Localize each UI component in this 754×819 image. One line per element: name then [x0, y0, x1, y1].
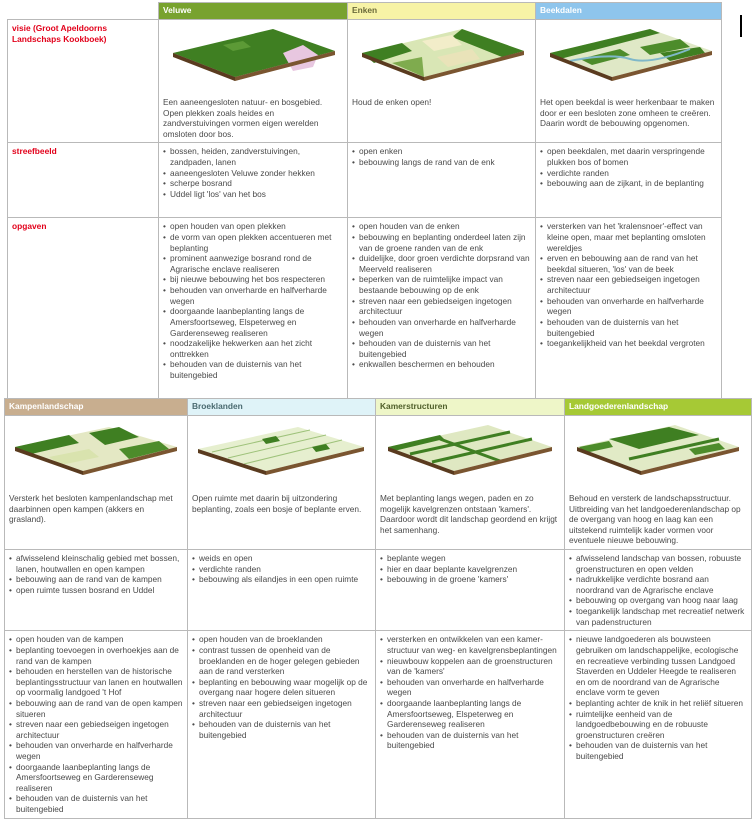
- kamerstructuren-opgaven-list: [380, 634, 560, 751]
- list-item: • open houden van de enken: [352, 221, 531, 232]
- broeklanden-opgaven-list: [192, 634, 371, 740]
- opgaven-label-cell: [8, 218, 159, 400]
- enken-visie-text: Houd de enken open!: [352, 97, 432, 107]
- streefbeeld-label-cell: [8, 143, 159, 218]
- landgoederen-streefbeeld-list: [569, 553, 747, 627]
- list-item: • afwisselend kleinschalig gebied met bossen, lanen, houtwallen en open kampen: [9, 553, 183, 574]
- landscape-beekdalen-illustration: [540, 23, 717, 93]
- header-kamerstructuren-label: Kamerstructuren: [380, 401, 448, 411]
- header-kampenlandschap: [5, 399, 188, 416]
- list-item: • bij nieuwe bebouwing het bos respecteren: [163, 274, 343, 285]
- list-item: • bebouwing aan de rand van de open kampen situeren: [9, 698, 183, 719]
- header-enken-label: Enken: [352, 5, 378, 15]
- visie-label-cell: [8, 20, 159, 143]
- list-item: • behouden van de duisternis van het buitengebied: [540, 317, 717, 338]
- list-item: • open houden van de kampen: [9, 634, 183, 645]
- kampen-opgaven-list: [9, 634, 183, 814]
- list-item: • doorgaande laanbeplanting langs de Amersfoortseweg en Garderenseweg realiseren: [9, 762, 183, 794]
- list-item: • open beekdalen, met daarin verspringende plukken bos of bomen: [540, 146, 717, 167]
- kampen-visie-text: Versterk het besloten kampenlandschap met daarbinnen open kampen (akkers en grasland).: [9, 493, 173, 525]
- list-item: • bebouwing aan de zijkant, in de beplanting: [540, 178, 717, 189]
- list-item: • streven naar een gebiedseigen ingetogen architectuur: [540, 274, 717, 295]
- enken-opgaven-list: [352, 221, 531, 370]
- list-item: • behouden en herstellen van de historische beplantingsstructuur van lanen en houtwallen op voormalig landgoed 't Hof: [9, 666, 183, 698]
- corner-cell: [8, 3, 159, 20]
- header-landgoederenlandschap-label: Landgoederenlandschap: [569, 401, 669, 411]
- list-item: • nieuwe landgoederen als bouwsteen gebruiken om landschappelijke, ecologische en recreatieve verbinding tussen Landgoed Staverden en Uddeler Heegde te realiseren en om de noordrand van de Agrarische enclave vorm te geven: [569, 634, 747, 698]
- enken-opgaven-cell: [348, 218, 536, 400]
- kamerstructuren-opgaven-cell: [376, 631, 565, 818]
- list-item: • beplanting toevoegen in overhoekjes aan de rand van de kampen: [9, 645, 183, 666]
- bottom-landscape-table: [4, 398, 752, 819]
- top-landscape-table: [7, 2, 722, 400]
- list-item: • bebouwing en beplanting onderdeel laten zijn van de groene randen van de enk: [352, 232, 531, 253]
- beekdalen-streefbeeld-list: [540, 146, 717, 188]
- kampen-streefbeeld-list: [9, 553, 183, 595]
- landgoederen-opgaven-cell: [565, 631, 752, 818]
- list-item: • verdichte randen: [192, 564, 371, 575]
- veluwe-streefbeeld-list: [163, 146, 343, 199]
- landscape-veluwe-illustration: [163, 23, 343, 93]
- kamerstructuren-streefbeeld-cell: [376, 550, 565, 631]
- list-item: • nadrukkelijke verdichte bosrand aan noordrand van de Agrarische enclave: [569, 574, 747, 595]
- list-item: • enkwallen beschermen en behouden: [352, 359, 531, 370]
- list-item: • beplanting achter de knik in het reliëf situeren: [569, 698, 747, 709]
- veluwe-opgaven-cell: [159, 218, 348, 400]
- kampen-visie-cell: [5, 416, 188, 550]
- list-item: • aaneengesloten Veluwe zonder hekken: [163, 168, 343, 179]
- list-item: • toegankelijkheid van het beekdal vergroten: [540, 338, 717, 349]
- landscape-kamerstructuren-illustration: [380, 419, 560, 489]
- header-beekdalen-label: Beekdalen: [540, 5, 582, 15]
- list-item: • nieuwbouw koppelen aan de groenstructuren van de 'kamers': [380, 656, 560, 677]
- list-item: • de vorm van open plekken accentueren met beplanting: [163, 232, 343, 253]
- landgoederen-streefbeeld-cell: [565, 550, 752, 631]
- list-item: • ruimtelijke eenheid van de landgoedbebouwing en de robuuste groenstructuren creëren: [569, 709, 747, 741]
- list-item: • streven naar een gebiedseigen ingetogen architectuur: [192, 698, 371, 719]
- list-item: • open houden van de broeklanden: [192, 634, 371, 645]
- header-broeklanden: [188, 399, 376, 416]
- list-item: • open ruimte tussen bosrand en Uddel: [9, 585, 183, 596]
- kamerstructuren-visie-cell: [376, 416, 565, 550]
- beekdalen-opgaven-cell: [536, 218, 722, 400]
- header-kampenlandschap-label: Kampenlandschap: [9, 401, 84, 411]
- list-item: • noodzakelijke hekwerken aan het zicht onttrekken: [163, 338, 343, 359]
- list-item: • hier en daar beplante kavelgrenzen: [380, 564, 560, 575]
- visie-label: visie (Groot Apeldoorns Landschaps Kookboek): [12, 23, 108, 44]
- list-item: • behouden van de duisternis van het buitengebied: [9, 793, 183, 814]
- list-item: • weids en open: [192, 553, 371, 564]
- list-item: • bebouwing als eilandjes in een open ruimte: [192, 574, 371, 585]
- list-item: • doorgaande laanbeplanting langs de Amersfoortseweg, Elspeterweg en Garderenseweg realiseren: [380, 698, 560, 730]
- header-landgoederenlandschap: [565, 399, 752, 416]
- header-broeklanden-label: Broeklanden: [192, 401, 243, 411]
- veluwe-opgaven-list: [163, 221, 343, 380]
- list-item: • bebouwing aan de rand van de kampen: [9, 574, 183, 585]
- list-item: • bossen, heiden, zandverstuivingen, zandpaden, lanen: [163, 146, 343, 167]
- landgoederen-visie-cell: [565, 416, 752, 550]
- list-item: • open houden van open plekken: [163, 221, 343, 232]
- list-item: • behouden van de duisternis van het buitengebied: [163, 359, 343, 380]
- text-cursor-icon: [740, 15, 742, 37]
- list-item: • behouden van de duisternis van het buitengebied: [192, 719, 371, 740]
- list-item: • versterken van het 'kralensnoer'-effect van kleine open, maar met beplanting omsloten wereldjes: [540, 221, 717, 253]
- landgoederen-opgaven-list: [569, 634, 747, 761]
- header-veluwe-label: Veluwe: [163, 5, 192, 15]
- list-item: • behouden van onverharde en halfverharde wegen: [163, 285, 343, 306]
- list-item: • behouden van onverharde en halfverharde wegen: [540, 296, 717, 317]
- list-item: • beperken van de ruimtelijke impact van bestaande bebouwing op de enk: [352, 274, 531, 295]
- streefbeeld-label: streefbeeld: [12, 146, 57, 157]
- header-kamerstructuren: [376, 399, 565, 416]
- list-item: • beplanting en bebouwing waar mogelijk op de overgang naar hogere delen situeren: [192, 677, 371, 698]
- broeklanden-streefbeeld-cell: [188, 550, 376, 631]
- beekdalen-visie-text: Het open beekdal is weer herkenbaar te maken door er een besloten zone omheen te creëren. Daarin wordt de bebouwing opgenomen.: [540, 97, 715, 129]
- list-item: • duidelijke, door groen verdichte dorpsrand van Meerveld realiseren: [352, 253, 531, 274]
- header-beekdalen: [536, 3, 722, 20]
- broeklanden-opgaven-cell: [188, 631, 376, 818]
- kampen-streefbeeld-cell: [5, 550, 188, 631]
- list-item: • behouden van de duisternis van het buitengebied: [569, 740, 747, 761]
- list-item: • behouden van onverharde en halfverharde wegen: [380, 677, 560, 698]
- list-item: • behouden van onverharde en halfverharde wegen: [9, 740, 183, 761]
- beekdalen-opgaven-list: [540, 221, 717, 348]
- landgoederen-visie-text: Behoud en versterk de landschapsstructuur. Uitbreiding van het landgoederenlandschap op de overgang van hoog en laag kan een uitstekend ruimtelijk kader vormen voor eventuele nieuwe bebouwing.: [569, 493, 741, 546]
- landscape-enken-illustration: [352, 23, 531, 93]
- list-item: • streven naar een gebiedseigen ingetogen architectuur: [352, 296, 531, 317]
- list-item: • bebouwing in de groene 'kamers': [380, 574, 560, 585]
- veluwe-visie-text: Een aaneengesloten natuur- en bosgebied. Open plekken zoals heides en zandverstuivingen vormen eigen werelden omsloten door bos.: [163, 97, 323, 139]
- broeklanden-visie-cell: [188, 416, 376, 550]
- landscape-kampen-illustration: [9, 419, 183, 489]
- list-item: • streven naar een gebiedseigen ingetogen architectuur: [9, 719, 183, 740]
- list-item: • behouden van onverharde en halfverharde wegen: [352, 317, 531, 338]
- kampen-opgaven-cell: [5, 631, 188, 818]
- enken-streefbeeld-list: [352, 146, 531, 167]
- veluwe-streefbeeld-cell: [159, 143, 348, 218]
- list-item: • prominent aanwezige bosrand rond de Agrarische enclave realiseren: [163, 253, 343, 274]
- list-item: • scherpe bosrand: [163, 178, 343, 189]
- enken-streefbeeld-cell: [348, 143, 536, 218]
- list-item: • afwisselend landschap van bossen, robuuste groenstructuren en open velden: [569, 553, 747, 574]
- header-veluwe: [159, 3, 348, 20]
- list-item: • contrast tussen de openheid van de broeklanden en de hoger gelegen gebieden aan de rand versterken: [192, 645, 371, 677]
- veluwe-visie-cell: [159, 20, 348, 143]
- header-enken: [348, 3, 536, 20]
- list-item: • beplante wegen: [380, 553, 560, 564]
- list-item: • open enken: [352, 146, 531, 157]
- list-item: • behouden van de duisternis van het buitengebied: [352, 338, 531, 359]
- enken-visie-cell: [348, 20, 536, 143]
- beekdalen-streefbeeld-cell: [536, 143, 722, 218]
- list-item: • erven en bebouwing aan de rand van het beekdal situeren, 'los' van de beek: [540, 253, 717, 274]
- beekdalen-visie-cell: [536, 20, 722, 143]
- list-item: • behouden van de duisternis van het buitengebied: [380, 730, 560, 751]
- list-item: • toegankelijk landschap met recreatief netwerk van padenstructuren: [569, 606, 747, 627]
- list-item: • Uddel ligt 'los' van het bos: [163, 189, 343, 200]
- list-item: • doorgaande laanbeplanting langs de Amersfoortseweg, Elspeterweg en Garderenseweg realiseren: [163, 306, 343, 338]
- list-item: • bebouwing langs de rand van de enk: [352, 157, 531, 168]
- list-item: • versterken en ontwikkelen van een kamer-structuur van weg- en kavelgrensbeplantingen: [380, 634, 560, 655]
- opgaven-label: opgaven: [12, 221, 47, 232]
- kamerstructuren-streefbeeld-list: [380, 553, 560, 585]
- kamerstructuren-visie-text: Met beplanting langs wegen, paden en zo mogelijk kavelgrenzen ontstaan 'kamers'. Daardoor wordt dit landschap geordend en krijgt het samenhang.: [380, 493, 558, 535]
- list-item: • verdichte randen: [540, 168, 717, 179]
- list-item: • bebouwing op overgang van hoog naar laag: [569, 595, 747, 606]
- broeklanden-visie-text: Open ruimte met daarin bij uitzondering beplanting, zoals een bosje of beplante erven.: [192, 493, 362, 514]
- landscape-landgoederen-illustration: [569, 419, 747, 489]
- broeklanden-streefbeeld-list: [192, 553, 371, 585]
- landscape-broeklanden-illustration: [192, 419, 371, 489]
